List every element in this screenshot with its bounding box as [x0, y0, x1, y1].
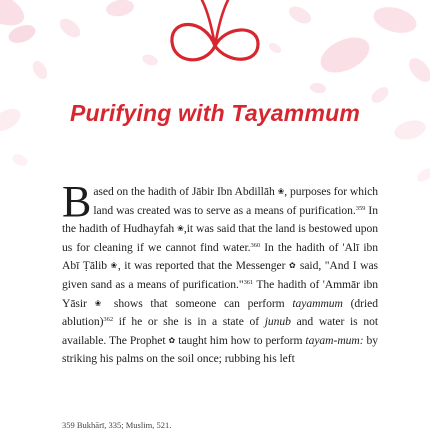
petal — [405, 54, 430, 86]
term-italic: junub — [264, 315, 291, 329]
petal — [415, 166, 430, 185]
body-text-segment: The hadith of 'Ammār ibn Yāsir — [62, 277, 379, 310]
body-text-segment: taught him how to perform — [175, 333, 306, 347]
petal — [6, 22, 38, 47]
footnote-ref[interactable]: 360 — [250, 241, 261, 249]
body-text-segment: In the hadith of Hudhayfah — [62, 203, 378, 236]
petal — [309, 82, 326, 95]
salutation-glyph-icon: ✿ — [288, 261, 297, 271]
term-italic: tayam-mum: — [305, 333, 364, 347]
chapter-title: Purifying with Tayammum — [69, 100, 360, 126]
salutation-glyph-icon: ❀ — [110, 261, 118, 271]
petal — [11, 152, 30, 168]
body-text-segment: , it was reported that the Messenger — [117, 259, 289, 273]
body-text-segment: said, "And I was given sand as a means of purification." — [62, 259, 379, 291]
salutation-glyph-icon: ✿ — [168, 335, 176, 345]
footnote-ref[interactable]: 359 — [355, 204, 366, 212]
term-italic: tayammum — [292, 296, 343, 310]
petal — [56, 15, 83, 41]
petal — [30, 58, 50, 81]
salutation-glyph-icon: ❀ — [177, 224, 184, 234]
body-text-segment: ased on the hadith of Jābir Ibn Abdillāh — [93, 185, 278, 198]
petal — [105, 0, 135, 18]
body-text-segment: shows that someone can perform — [106, 296, 293, 310]
salutation-glyph-icon: ❀ — [94, 298, 107, 308]
body-text-segment: , purposes for which land was created was to serve as a means of purification. — [93, 185, 379, 217]
petal — [371, 3, 420, 38]
footnote: 359 Bukhārī, 335; Muslim, 521. — [62, 420, 172, 430]
petal — [315, 30, 375, 79]
infinity-flourish-icon — [150, 0, 280, 80]
drop-cap: B — [62, 177, 92, 226]
footnote-ref[interactable]: 362 — [103, 316, 114, 324]
body-text-segment: (dried ablution) — [62, 296, 379, 329]
petal — [286, 3, 314, 27]
body-text-segment: if he or she is in a state of — [113, 315, 265, 329]
body-text-segment: In the hadith of 'Alī ibn Abī Ṭālib — [62, 240, 378, 273]
body-text-segment: ,it was said that the land is bestowed upon us for cleaning if we cannot find water. — [62, 222, 378, 254]
body-paragraph — [62, 177, 379, 369]
salutation-glyph-icon: ❀ — [277, 187, 285, 196]
body-text-segment: by striking his palms on the soil once; rubbing his left — [62, 333, 378, 366]
footnote-ref[interactable]: 361 — [243, 278, 254, 286]
body-text-segment: and water is not available. The Prophet — [62, 315, 378, 347]
